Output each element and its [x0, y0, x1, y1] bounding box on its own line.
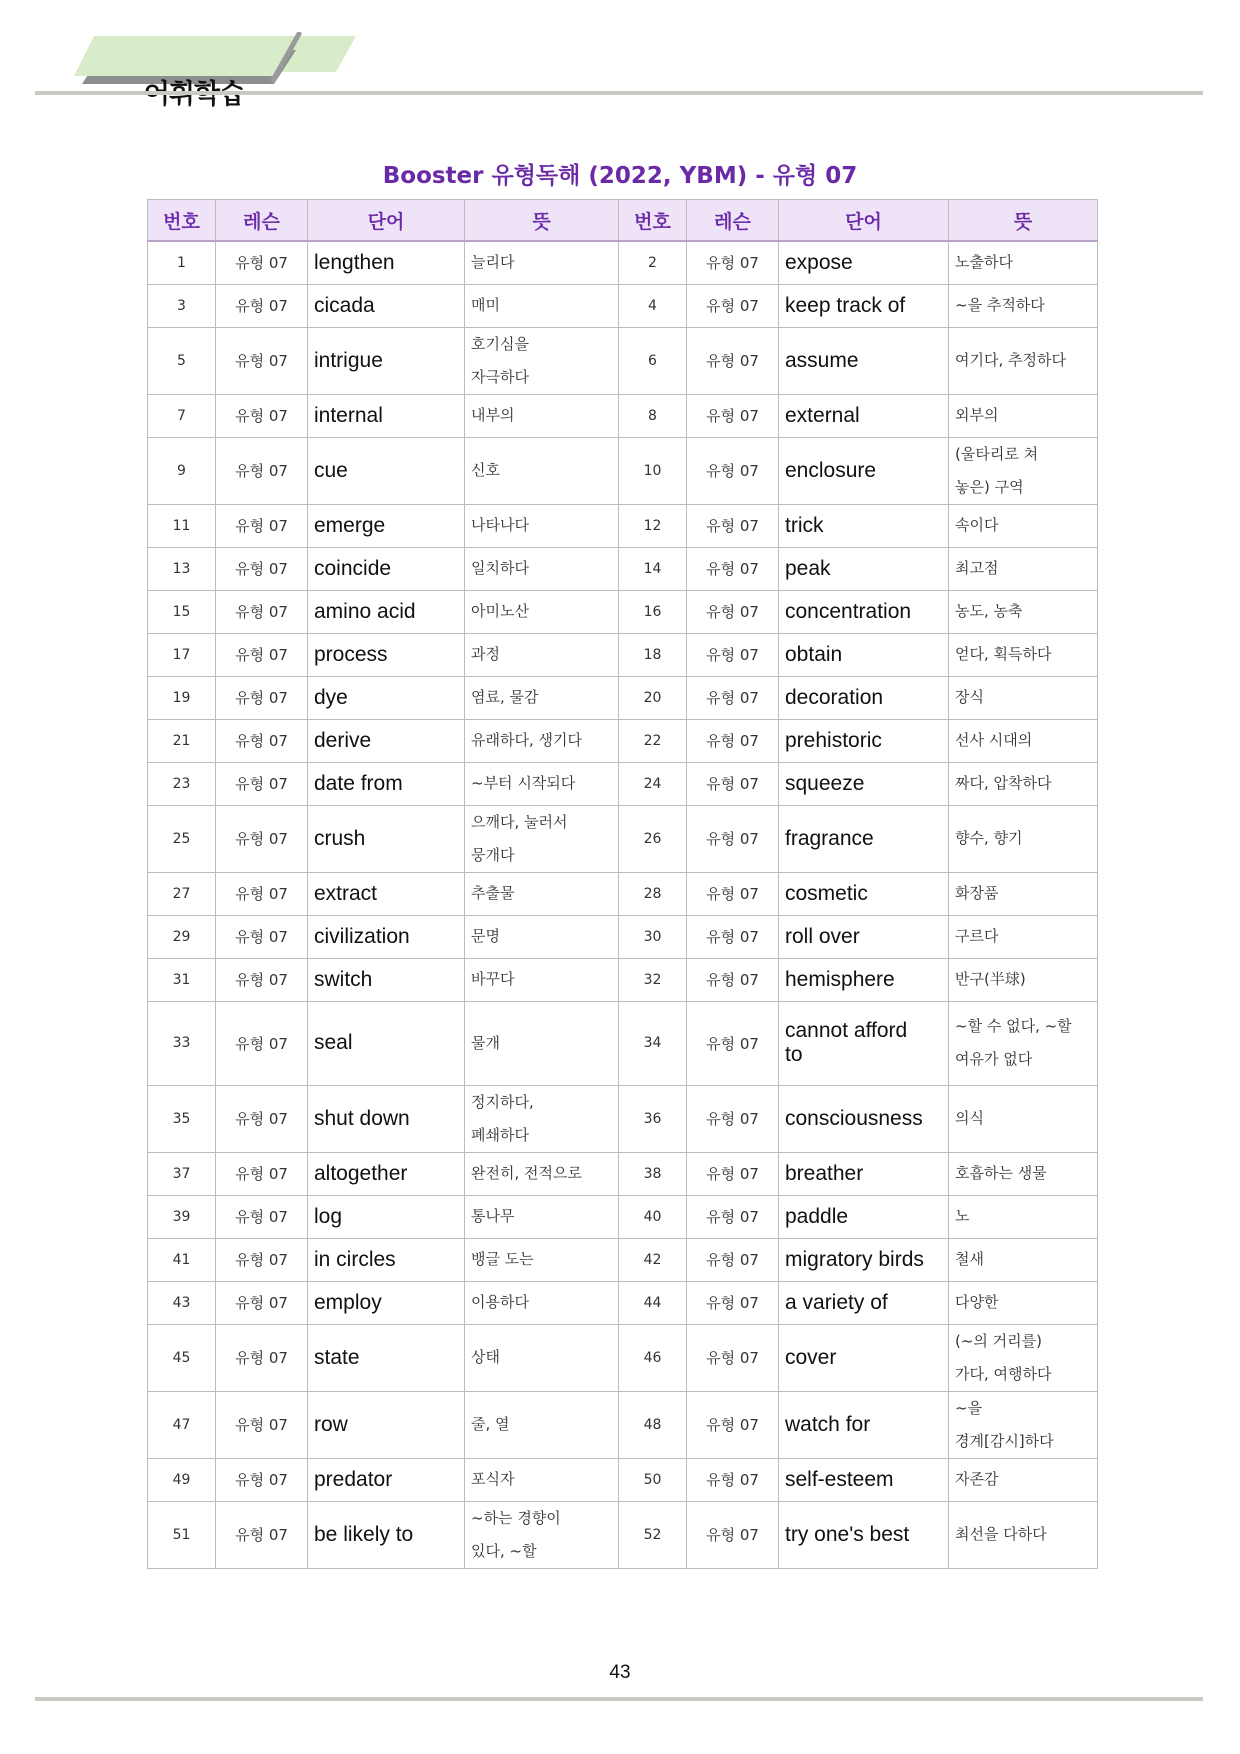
entry-lesson: 유형 07 — [216, 241, 308, 284]
entry-meaning: 물개 — [465, 1001, 619, 1085]
entry-number: 15 — [148, 590, 216, 633]
entry-meaning: 얻다, 획득하다 — [949, 633, 1098, 676]
entry-lesson: 유형 07 — [687, 1501, 779, 1568]
entry-word: external — [779, 394, 949, 437]
entry-lesson: 유형 07 — [216, 633, 308, 676]
entry-number: 1 — [148, 241, 216, 284]
entry-word: shut down — [308, 1085, 465, 1152]
entry-number: 34 — [619, 1001, 687, 1085]
table-row — [148, 958, 1098, 1001]
entry-lesson: 유형 07 — [216, 1501, 308, 1568]
entry-number: 51 — [148, 1501, 216, 1568]
entry-number: 31 — [148, 958, 216, 1001]
table-row — [148, 504, 1098, 547]
entry-meaning: 포식자 — [465, 1458, 619, 1501]
table-row — [148, 1238, 1098, 1281]
entry-number: 8 — [619, 394, 687, 437]
entry-word: coincide — [308, 547, 465, 590]
entry-word: assume — [779, 327, 949, 394]
entry-lesson: 유형 07 — [687, 1085, 779, 1152]
entry-word: cicada — [308, 284, 465, 327]
entry-word: date from — [308, 762, 465, 805]
entry-lesson: 유형 07 — [216, 590, 308, 633]
entry-lesson: 유형 07 — [687, 547, 779, 590]
header-word: 단어 — [308, 200, 465, 242]
table-row — [148, 1458, 1098, 1501]
table-row — [148, 1324, 1098, 1391]
entry-meaning: 줄, 열 — [465, 1391, 619, 1458]
entry-lesson: 유형 07 — [687, 1281, 779, 1324]
entry-word: intrigue — [308, 327, 465, 394]
entry-number: 40 — [619, 1195, 687, 1238]
entry-meaning: ~할 수 없다, ~할 여유가 없다 — [949, 1001, 1098, 1085]
entry-lesson: 유형 07 — [216, 504, 308, 547]
entry-word: cosmetic — [779, 872, 949, 915]
entry-word: squeeze — [779, 762, 949, 805]
entry-word: prehistoric — [779, 719, 949, 762]
entry-meaning: ~을 경계[감시]하다 — [949, 1391, 1098, 1458]
entry-lesson: 유형 07 — [687, 958, 779, 1001]
table-row — [148, 633, 1098, 676]
entry-word: be likely to — [308, 1501, 465, 1568]
table-row — [148, 762, 1098, 805]
entry-number: 46 — [619, 1324, 687, 1391]
entry-number: 29 — [148, 915, 216, 958]
entry-word: internal — [308, 394, 465, 437]
entry-word: paddle — [779, 1195, 949, 1238]
entry-lesson: 유형 07 — [687, 633, 779, 676]
entry-meaning: 농도, 농축 — [949, 590, 1098, 633]
entry-meaning: (울타리로 쳐 놓은) 구역 — [949, 437, 1098, 504]
entry-meaning: 늘리다 — [465, 241, 619, 284]
entry-number: 24 — [619, 762, 687, 805]
entry-word: watch for — [779, 1391, 949, 1458]
entry-word: lengthen — [308, 241, 465, 284]
entry-number: 26 — [619, 805, 687, 872]
entry-meaning: 나타나다 — [465, 504, 619, 547]
table-row — [148, 1391, 1098, 1458]
table-row — [148, 1085, 1098, 1152]
header-lesson: 레슨 — [687, 200, 779, 242]
entry-number: 42 — [619, 1238, 687, 1281]
entry-lesson: 유형 07 — [216, 1324, 308, 1391]
page-number: 43 — [609, 1662, 631, 1683]
entry-word: keep track of — [779, 284, 949, 327]
entry-word: trick — [779, 504, 949, 547]
entry-number: 19 — [148, 676, 216, 719]
entry-word: switch — [308, 958, 465, 1001]
entry-number: 23 — [148, 762, 216, 805]
entry-meaning: 유래하다, 생기다 — [465, 719, 619, 762]
entry-lesson: 유형 07 — [687, 394, 779, 437]
entry-meaning: 의식 — [949, 1085, 1098, 1152]
entry-number: 35 — [148, 1085, 216, 1152]
entry-lesson: 유형 07 — [687, 1458, 779, 1501]
bottom-divider — [35, 1697, 1203, 1701]
entry-lesson: 유형 07 — [687, 1001, 779, 1085]
entry-meaning: 호흡하는 생물 — [949, 1152, 1098, 1195]
vocabulary-table — [147, 199, 1098, 1569]
entry-word: process — [308, 633, 465, 676]
entry-word: predator — [308, 1458, 465, 1501]
entry-word: row — [308, 1391, 465, 1458]
entry-number: 6 — [619, 327, 687, 394]
entry-lesson: 유형 07 — [687, 1195, 779, 1238]
entry-meaning: 으깨다, 눌러서 뭉개다 — [465, 805, 619, 872]
entry-lesson: 유형 07 — [216, 958, 308, 1001]
table-row — [148, 872, 1098, 915]
entry-number: 30 — [619, 915, 687, 958]
entry-word: altogether — [308, 1152, 465, 1195]
entry-meaning: 추출물 — [465, 872, 619, 915]
entry-word: emerge — [308, 504, 465, 547]
entry-lesson: 유형 07 — [687, 1324, 779, 1391]
entry-number: 44 — [619, 1281, 687, 1324]
entry-word: concentration — [779, 590, 949, 633]
entry-number: 43 — [148, 1281, 216, 1324]
table-row — [148, 1281, 1098, 1324]
document-title: Booster 유형독해 (2022, YBM) - 유형 07 — [382, 163, 858, 189]
entry-word: log — [308, 1195, 465, 1238]
table-row — [148, 1501, 1098, 1568]
entry-word: cover — [779, 1324, 949, 1391]
entry-word: seal — [308, 1001, 465, 1085]
entry-lesson: 유형 07 — [216, 1195, 308, 1238]
entry-lesson: 유형 07 — [687, 1152, 779, 1195]
entry-meaning: 일치하다 — [465, 547, 619, 590]
entry-lesson: 유형 07 — [216, 1085, 308, 1152]
entry-lesson: 유형 07 — [216, 1391, 308, 1458]
entry-meaning: 과정 — [465, 633, 619, 676]
header-meaning: 뜻 — [465, 200, 619, 242]
entry-word: hemisphere — [779, 958, 949, 1001]
entry-word: migratory birds — [779, 1238, 949, 1281]
entry-meaning: 장식 — [949, 676, 1098, 719]
entry-number: 27 — [148, 872, 216, 915]
entry-meaning: 상태 — [465, 1324, 619, 1391]
entry-number: 18 — [619, 633, 687, 676]
entry-number: 17 — [148, 633, 216, 676]
table-row — [148, 1001, 1098, 1085]
entry-meaning: 내부의 — [465, 394, 619, 437]
entry-meaning: 이용하다 — [465, 1281, 619, 1324]
entry-meaning: 화장품 — [949, 872, 1098, 915]
entry-lesson: 유형 07 — [687, 719, 779, 762]
header-number: 번호 — [148, 200, 216, 242]
table-row — [148, 805, 1098, 872]
entry-lesson: 유형 07 — [216, 284, 308, 327]
entry-meaning: 노출하다 — [949, 241, 1098, 284]
entry-number: 21 — [148, 719, 216, 762]
entry-number: 45 — [148, 1324, 216, 1391]
entry-number: 16 — [619, 590, 687, 633]
entry-number: 36 — [619, 1085, 687, 1152]
entry-word: self-esteem — [779, 1458, 949, 1501]
entry-number: 32 — [619, 958, 687, 1001]
entry-meaning: 최선을 다하다 — [949, 1501, 1098, 1568]
entry-word: enclosure — [779, 437, 949, 504]
entry-number: 4 — [619, 284, 687, 327]
entry-word: extract — [308, 872, 465, 915]
entry-meaning: 속이다 — [949, 504, 1098, 547]
entry-lesson: 유형 07 — [216, 1001, 308, 1085]
entry-number: 13 — [148, 547, 216, 590]
entry-meaning: 다양한 — [949, 1281, 1098, 1324]
entry-meaning: 노 — [949, 1195, 1098, 1238]
entry-lesson: 유형 07 — [687, 915, 779, 958]
entry-word: a variety of — [779, 1281, 949, 1324]
entry-word: derive — [308, 719, 465, 762]
entry-word: obtain — [779, 633, 949, 676]
table-row — [148, 284, 1098, 327]
entry-lesson: 유형 07 — [216, 1152, 308, 1195]
entry-lesson: 유형 07 — [687, 504, 779, 547]
entry-meaning: 바꾸다 — [465, 958, 619, 1001]
entry-meaning: 아미노산 — [465, 590, 619, 633]
entry-lesson: 유형 07 — [216, 719, 308, 762]
entry-lesson: 유형 07 — [216, 872, 308, 915]
entry-word: fragrance — [779, 805, 949, 872]
table-row — [148, 1195, 1098, 1238]
entry-number: 50 — [619, 1458, 687, 1501]
top-divider — [35, 91, 1203, 95]
entry-number: 48 — [619, 1391, 687, 1458]
entry-number: 33 — [148, 1001, 216, 1085]
entry-word: breather — [779, 1152, 949, 1195]
entry-meaning: (~의 거리를) 가다, 여행하다 — [949, 1324, 1098, 1391]
table-row — [148, 915, 1098, 958]
entry-number: 11 — [148, 504, 216, 547]
entry-number: 52 — [619, 1501, 687, 1568]
entry-word: cue — [308, 437, 465, 504]
entry-number: 47 — [148, 1391, 216, 1458]
entry-lesson: 유형 07 — [216, 394, 308, 437]
table-row — [148, 241, 1098, 284]
entry-lesson: 유형 07 — [687, 590, 779, 633]
entry-lesson: 유형 07 — [687, 327, 779, 394]
table-row — [148, 590, 1098, 633]
entry-lesson: 유형 07 — [216, 1458, 308, 1501]
table-row — [148, 327, 1098, 394]
entry-meaning: 호기심을 자극하다 — [465, 327, 619, 394]
entry-lesson: 유형 07 — [687, 437, 779, 504]
entry-meaning: 철새 — [949, 1238, 1098, 1281]
entry-word: expose — [779, 241, 949, 284]
entry-word: civilization — [308, 915, 465, 958]
entry-lesson: 유형 07 — [216, 915, 308, 958]
entry-number: 38 — [619, 1152, 687, 1195]
entry-lesson: 유형 07 — [216, 762, 308, 805]
entry-word: in circles — [308, 1238, 465, 1281]
entry-meaning: 문명 — [465, 915, 619, 958]
header-number: 번호 — [619, 200, 687, 242]
table-row — [148, 1152, 1098, 1195]
entry-number: 20 — [619, 676, 687, 719]
entry-lesson: 유형 07 — [687, 872, 779, 915]
header-lesson: 레슨 — [216, 200, 308, 242]
entry-word: dye — [308, 676, 465, 719]
entry-meaning: 완전히, 전적으로 — [465, 1152, 619, 1195]
entry-lesson: 유형 07 — [687, 241, 779, 284]
entry-number: 7 — [148, 394, 216, 437]
entry-lesson: 유형 07 — [216, 676, 308, 719]
entry-word: cannot afford to — [779, 1001, 949, 1085]
entry-number: 25 — [148, 805, 216, 872]
entry-meaning: 외부의 — [949, 394, 1098, 437]
entry-meaning: 매미 — [465, 284, 619, 327]
entry-meaning: 선사 시대의 — [949, 719, 1098, 762]
entry-meaning: 최고점 — [949, 547, 1098, 590]
entry-word: peak — [779, 547, 949, 590]
table-row — [148, 719, 1098, 762]
entry-lesson: 유형 07 — [687, 1238, 779, 1281]
entry-lesson: 유형 07 — [216, 437, 308, 504]
entry-word: consciousness — [779, 1085, 949, 1152]
entry-meaning: ~부터 시작되다 — [465, 762, 619, 805]
entry-meaning: 여기다, 추정하다 — [949, 327, 1098, 394]
entry-lesson: 유형 07 — [216, 327, 308, 394]
entry-number: 14 — [619, 547, 687, 590]
entry-word: amino acid — [308, 590, 465, 633]
entry-number: 28 — [619, 872, 687, 915]
entry-meaning: 짜다, 압착하다 — [949, 762, 1098, 805]
entry-meaning: ~을 추적하다 — [949, 284, 1098, 327]
entry-number: 39 — [148, 1195, 216, 1238]
entry-lesson: 유형 07 — [687, 1391, 779, 1458]
entry-word: try one's best — [779, 1501, 949, 1568]
entry-number: 5 — [148, 327, 216, 394]
table-row — [148, 547, 1098, 590]
entry-number: 12 — [619, 504, 687, 547]
entry-lesson: 유형 07 — [216, 1281, 308, 1324]
entry-number: 37 — [148, 1152, 216, 1195]
table-header-row — [148, 200, 1098, 242]
entry-meaning: 향수, 향기 — [949, 805, 1098, 872]
entry-lesson: 유형 07 — [216, 805, 308, 872]
entry-lesson: 유형 07 — [687, 284, 779, 327]
entry-lesson: 유형 07 — [216, 1238, 308, 1281]
entry-number: 41 — [148, 1238, 216, 1281]
entry-number: 10 — [619, 437, 687, 504]
entry-lesson: 유형 07 — [216, 547, 308, 590]
entry-word: decoration — [779, 676, 949, 719]
entry-number: 3 — [148, 284, 216, 327]
entry-word: state — [308, 1324, 465, 1391]
entry-word: roll over — [779, 915, 949, 958]
entry-number: 22 — [619, 719, 687, 762]
section-tab — [64, 32, 354, 82]
entry-meaning: 구르다 — [949, 915, 1098, 958]
table-row — [148, 676, 1098, 719]
entry-meaning: 반구(半球) — [949, 958, 1098, 1001]
entry-word: employ — [308, 1281, 465, 1324]
header-word: 단어 — [779, 200, 949, 242]
entry-number: 2 — [619, 241, 687, 284]
entry-lesson: 유형 07 — [687, 762, 779, 805]
entry-meaning: 정지하다, 폐쇄하다 — [465, 1085, 619, 1152]
entry-meaning: 염료, 물감 — [465, 676, 619, 719]
entry-meaning: ~하는 경향이 있다, ~할 — [465, 1501, 619, 1568]
entry-number: 49 — [148, 1458, 216, 1501]
table-row — [148, 394, 1098, 437]
entry-meaning: 자존감 — [949, 1458, 1098, 1501]
header-meaning: 뜻 — [949, 200, 1098, 242]
entry-lesson: 유형 07 — [687, 805, 779, 872]
entry-meaning: 뱅글 도는 — [465, 1238, 619, 1281]
entry-number: 9 — [148, 437, 216, 504]
entry-meaning: 통나무 — [465, 1195, 619, 1238]
entry-lesson: 유형 07 — [687, 676, 779, 719]
table-row — [148, 437, 1098, 504]
entry-word: crush — [308, 805, 465, 872]
entry-meaning: 신호 — [465, 437, 619, 504]
